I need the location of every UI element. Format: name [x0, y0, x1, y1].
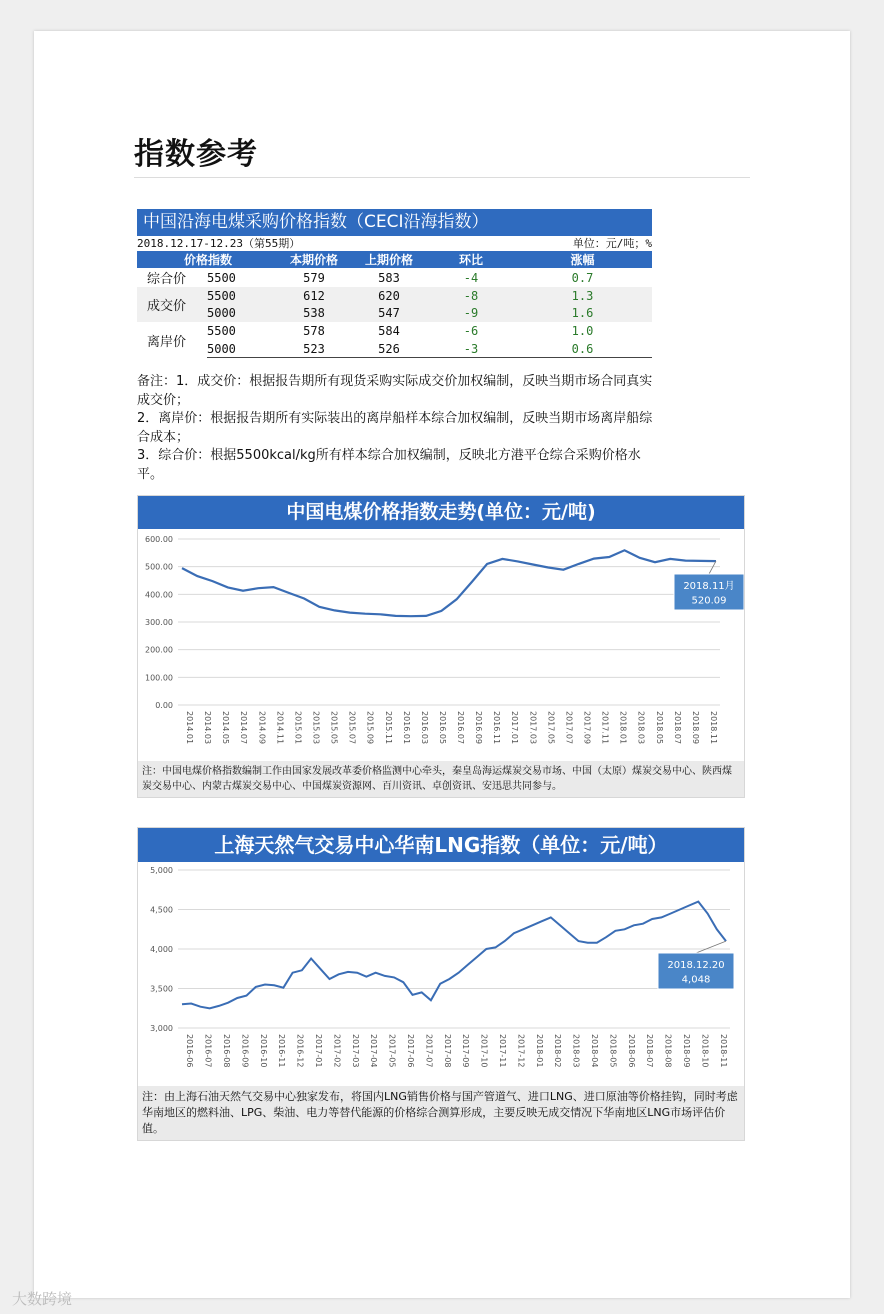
coal-chart-note: 注：中国电煤价格指数编制工作由国家发展改革委价格监测中心牵头，秦皇岛海运煤炭交易市场、中国（太原）煤炭交易中心、陕西煤炭交易中心、内蒙古煤炭交易中心、中国煤炭资源网、百川资讯、卓创资讯、安迅思共同参与。 — [138, 761, 744, 797]
row-current: 538 — [279, 305, 349, 323]
lng-index-chart — [138, 862, 744, 1082]
row-category: 综合价 — [147, 272, 187, 287]
x-tick-label: 2018.07 — [672, 711, 682, 745]
page-title: 指数参考 — [134, 137, 258, 172]
row-mom: -6 — [463, 323, 479, 338]
callout-value: 520.09 — [691, 595, 727, 607]
col-header-mom: 环比 — [429, 251, 513, 268]
x-tick-label: 2017-03 — [350, 1034, 360, 1068]
y-tick-label: 4,500 — [150, 905, 173, 915]
x-tick-label: 2015.09 — [365, 711, 375, 745]
row-previous: 620 — [349, 287, 429, 305]
y-tick-label: 600.00 — [145, 535, 173, 544]
ceci-header: 中国沿海电煤采购价格指数（CECI沿海指数） — [137, 209, 652, 236]
row-change: 0.6 — [513, 340, 652, 358]
x-tick-label: 2018-06 — [626, 1034, 636, 1068]
row-mom: -3 — [429, 340, 513, 358]
y-tick-label: 200.00 — [145, 645, 173, 655]
row-category: 离岸价 — [147, 334, 187, 350]
callout-leader — [696, 941, 726, 953]
row-mom: -9 — [429, 305, 513, 323]
row-current: 578 — [303, 323, 325, 338]
x-tick-label: 2018-10 — [700, 1034, 710, 1068]
y-tick-label: 3,000 — [150, 1024, 173, 1033]
ceci-table-header-row — [137, 251, 652, 268]
x-tick-label: 2014.01 — [185, 711, 195, 745]
row-mom: -4 — [463, 270, 479, 285]
row-grade: 5500 — [207, 270, 236, 285]
x-tick-label: 2017-04 — [369, 1034, 379, 1068]
document-page — [34, 31, 850, 1298]
x-tick-label: 2017-06 — [406, 1034, 415, 1068]
row-grade: 5500 — [207, 323, 236, 338]
x-tick-label: 2016-07 — [203, 1034, 213, 1068]
note-line: 备注：1．成交价：根据报告期所有现货采购实际成交价加权编制，反映当期市场合同真实成交价； — [137, 374, 653, 408]
x-tick-label: 2018.03 — [636, 711, 646, 745]
y-tick-label: 400.00 — [145, 590, 173, 600]
x-tick-label: 2016.07 — [456, 711, 466, 745]
ceci-subheader — [137, 236, 652, 251]
coal-chart-header: 中国电煤价格指数走势(单位：元/吨) — [138, 496, 744, 529]
series-line — [182, 902, 726, 1009]
callout-date: 2018.11月 — [683, 581, 735, 593]
row-current: 612 — [279, 287, 349, 305]
x-tick-label: 2017-09 — [461, 1034, 471, 1068]
x-tick-label: 2018.11 — [708, 711, 718, 745]
row-previous: 526 — [349, 340, 429, 358]
note-line: 2．离岸价：根据报告期所有实际装出的离岸船样本综合加权编制，反映当期市场离岸船综合成本； — [137, 411, 653, 445]
x-tick-label: 2015.07 — [347, 711, 357, 745]
lng-chart-header: 上海天然气交易中心华南LNG指数（单位：元/吨） — [138, 828, 744, 862]
lng-chart-note: 注：由上海石油天然气交易中心独家发布，将国内LNG销售价格与国产管道气、进口LNG、进口原油等价格挂钩，同时考虑华南地区的燃料油、LPG、柴油、电力等替代能源的价格综合测算形成，主要反映无成交情况下华南地区LNG市场评估价值。 — [138, 1086, 744, 1140]
x-tick-label: 2016.01 — [401, 711, 411, 745]
x-tick-label: 2017-01 — [314, 1034, 323, 1068]
x-tick-label: 2014.05 — [221, 711, 231, 745]
y-tick-label: 4,000 — [150, 945, 173, 954]
x-tick-label: 2015.01 — [293, 711, 303, 745]
row-current: 523 — [279, 340, 349, 358]
coal-chart-box — [137, 495, 745, 798]
table-row — [137, 340, 652, 358]
row-change: 1.6 — [513, 305, 652, 323]
row-category: 成交价 — [137, 287, 207, 322]
x-tick-label: 2016.11 — [492, 711, 502, 745]
x-tick-label: 2017.07 — [564, 711, 574, 745]
ceci-index-table-block — [137, 209, 652, 358]
table-row — [137, 322, 652, 340]
x-tick-label: 2017-11 — [498, 1034, 507, 1068]
watermark: 大数跨境 — [12, 1290, 73, 1308]
ceci-table — [137, 251, 652, 358]
x-tick-label: 2016-09 — [240, 1034, 250, 1068]
row-previous: 547 — [349, 305, 429, 323]
callout-date: 2018.12.20 — [667, 960, 725, 972]
x-tick-label: 2018-05 — [608, 1034, 618, 1068]
row-mom: -8 — [429, 287, 513, 305]
x-tick-label: 2018-07 — [645, 1034, 655, 1068]
x-tick-label: 2016.09 — [474, 711, 484, 745]
y-tick-label: 3,500 — [150, 984, 173, 994]
row-grade: 5000 — [207, 340, 279, 358]
row-grade: 5500 — [207, 287, 279, 305]
x-tick-label: 2018-03 — [571, 1034, 581, 1068]
table-row — [137, 268, 652, 287]
x-tick-label: 2017-07 — [424, 1034, 434, 1068]
table-row — [137, 305, 652, 323]
x-tick-label: 2015.03 — [311, 711, 321, 745]
x-tick-label: 2016.03 — [419, 711, 429, 745]
x-tick-label: 2017-08 — [442, 1034, 452, 1068]
x-tick-label: 2016-06 — [185, 1034, 195, 1068]
row-previous: 583 — [378, 270, 400, 285]
x-tick-label: 2017-10 — [479, 1034, 489, 1068]
x-tick-label: 2014.11 — [275, 711, 285, 745]
x-tick-label: 2017-02 — [332, 1034, 342, 1068]
x-tick-label: 2015.05 — [329, 711, 339, 745]
x-tick-label: 2016-11 — [277, 1034, 287, 1068]
x-tick-label: 2018.05 — [654, 711, 664, 745]
note-line: 3．综合价：根据5500kcal/kg所有样本综合加权编制，反映北方港平仓综合采购价格水平。 — [137, 448, 641, 482]
row-current: 579 — [303, 270, 325, 285]
callout-value: 4,048 — [681, 974, 711, 986]
coal-price-chart — [138, 529, 744, 757]
y-tick-label: 300.00 — [145, 618, 173, 627]
x-tick-label: 2014.07 — [239, 711, 249, 745]
x-tick-label: 2018-09 — [682, 1034, 691, 1068]
x-tick-label: 2017.05 — [546, 711, 556, 745]
ceci-notes — [137, 373, 657, 485]
row-grade: 5000 — [207, 305, 279, 323]
col-header-previous: 上期价格 — [349, 251, 429, 268]
col-header-change: 涨幅 — [513, 251, 652, 268]
series-line — [182, 550, 716, 616]
x-tick-label: 2017.03 — [528, 711, 538, 745]
table-row — [137, 287, 652, 305]
title-divider — [134, 177, 750, 178]
ceci-period: 2018.12.17-12.23（第55期） — [137, 237, 301, 250]
ceci-unit: 单位：元/吨；% — [572, 237, 652, 250]
col-header-current: 本期价格 — [279, 251, 349, 268]
x-tick-label: 2018-02 — [553, 1034, 563, 1068]
x-tick-label: 2015.11 — [383, 711, 393, 745]
x-tick-label: 2016-10 — [258, 1034, 268, 1068]
y-tick-label: 100.00 — [145, 673, 173, 683]
x-tick-label: 2017-12 — [516, 1034, 526, 1068]
lng-chart-box — [137, 827, 745, 1141]
x-tick-label: 2016.05 — [437, 711, 447, 745]
x-tick-label: 2018-04 — [590, 1034, 599, 1068]
x-tick-label: 2016-12 — [295, 1034, 305, 1068]
y-tick-label: 500.00 — [145, 562, 173, 572]
x-tick-label: 2017-05 — [387, 1034, 397, 1068]
x-tick-label: 2018-11 — [718, 1034, 728, 1068]
callout-leader — [709, 561, 716, 574]
x-tick-label: 2017.09 — [582, 711, 592, 745]
y-tick-label: 0.00 — [155, 701, 173, 710]
x-tick-label: 2018-01 — [534, 1034, 544, 1068]
row-previous: 584 — [378, 323, 400, 338]
x-tick-label: 2018-08 — [663, 1034, 673, 1068]
row-change: 1.3 — [513, 287, 652, 305]
col-header-index: 价格指数 — [137, 251, 279, 268]
x-tick-label: 2014.03 — [203, 711, 213, 745]
x-tick-label: 2014.09 — [257, 711, 267, 745]
row-change: 1.0 — [571, 323, 594, 338]
x-tick-label: 2017.11 — [600, 711, 610, 745]
x-tick-label: 2018.01 — [618, 711, 628, 745]
row-change: 0.7 — [571, 270, 594, 285]
x-tick-label: 2017.01 — [510, 711, 520, 745]
y-tick-label: 5,000 — [150, 866, 173, 875]
x-tick-label: 2016-08 — [222, 1034, 231, 1068]
x-tick-label: 2018.09 — [690, 711, 700, 745]
